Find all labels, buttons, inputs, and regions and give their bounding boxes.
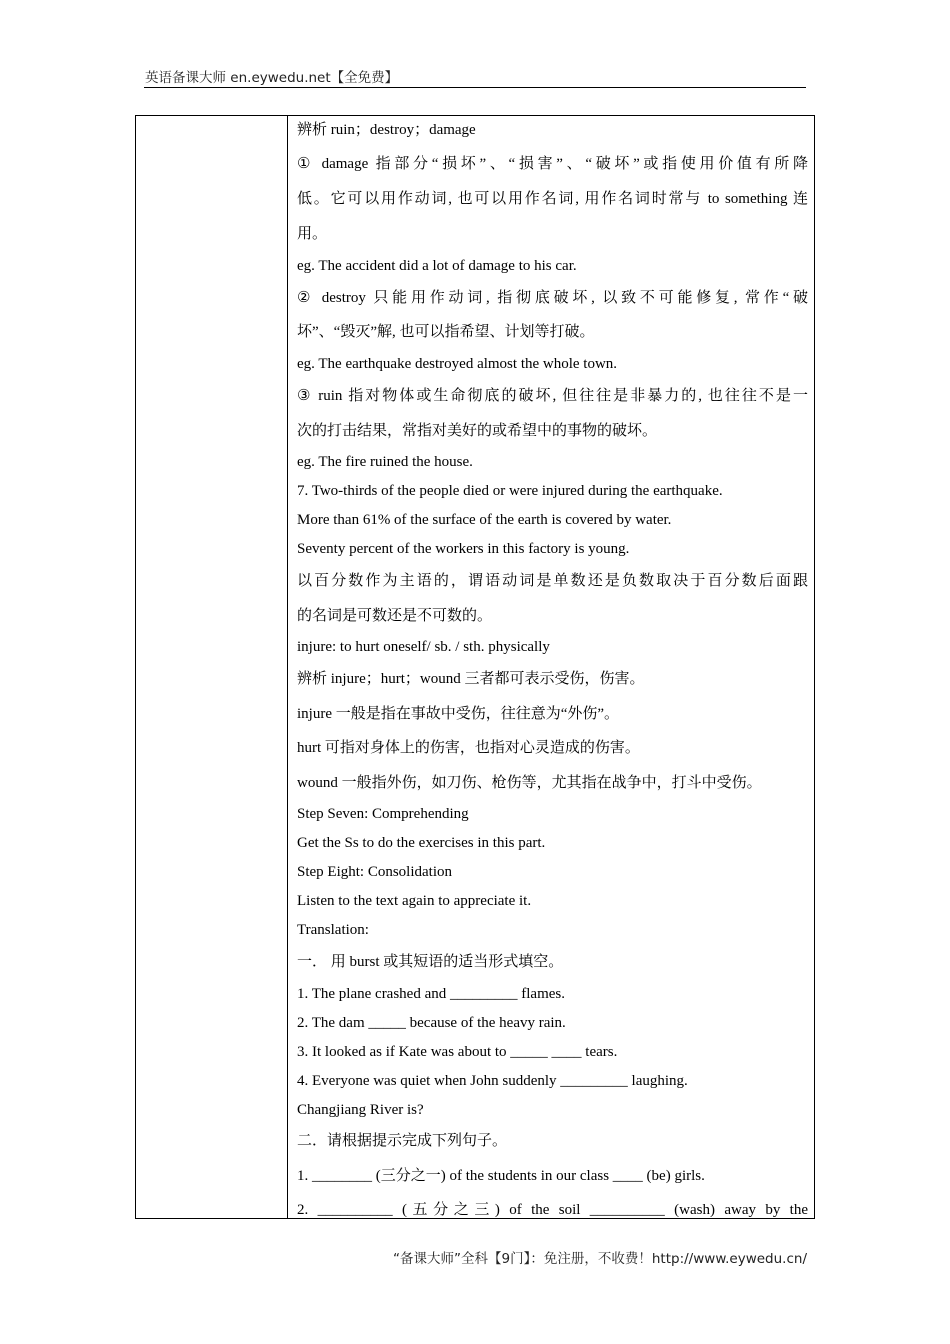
text-line: 7. Two-thirds of the people died or were injured during the earthquake. — [297, 483, 723, 499]
text-line: 次的打击结果，常指对美好的或希望中的事物的破坏。 — [297, 423, 658, 439]
text-line: wound 一般指外伤，如刀伤、枪伤等，尤其指在战争中，打斗中受伤。 — [297, 775, 762, 791]
footer-text: “备课大师”全科【9门】：免注册，不收费！http://www.eywedu.cn/ — [393, 1251, 807, 1267]
text-line: 2. __________ (五分之三) of the soil __________ (wash) away by the — [297, 1202, 808, 1218]
text-line: Seventy percent of the workers in this factory is young. — [297, 541, 630, 557]
text-line: Get the Ss to do the exercises in this part. — [297, 835, 546, 851]
text-line: ② destroy 只能用作动词, 指彻底破坏, 以致不可能修复, 常作“破 — [297, 290, 808, 306]
header-rule — [144, 87, 806, 88]
text-line: 1. ________ (三分之一) of the students in our class ____ (be) girls. — [297, 1168, 705, 1184]
text-line: hurt 可指对身体上的伤害，也指对心灵造成的伤害。 — [297, 740, 640, 756]
text-line: Listen to the text again to appreciate it. — [297, 893, 532, 909]
text-line: 低。它可以用作动词, 也可以用作名词, 用作名词时常与 to something 连 — [297, 191, 808, 207]
text-line: injure: to hurt oneself/ sb. / sth. physically — [297, 639, 550, 655]
text-line: Translation: — [297, 922, 369, 938]
text-line: 辨析 ruin；destroy；damage — [297, 122, 476, 138]
text-line: 的名词是可数还是不可数的。 — [297, 608, 493, 624]
text-line: Changjiang River is? — [297, 1102, 424, 1118]
text-line: eg. The earthquake destroyed almost the whole town. — [297, 356, 618, 372]
content-column-cell — [297, 116, 809, 1218]
text-line: 2. The dam _____ because of the heavy rain. — [297, 1015, 566, 1031]
text-line: Step Seven: Comprehending — [297, 806, 469, 822]
text-line: 4. Everyone was quiet when John suddenly _________ laughing. — [297, 1073, 688, 1089]
text-line: injure 一般是指在事故中受伤，往往意为“外伤”。 — [297, 706, 620, 722]
text-line: ③ ruin 指对物体或生命彻底的破坏, 但往往是非暴力的, 也往往不是一 — [297, 388, 808, 404]
text-line: 辨析 injure；hurt；wound 三者都可表示受伤，伤害。 — [297, 671, 645, 687]
lesson-table — [135, 115, 815, 1219]
text-line: 用。 — [297, 226, 328, 242]
text-line: More than 61% of the surface of the earth is covered by water. — [297, 512, 672, 528]
text-line: 坏”、“毁灭”解, 也可以指希望、计划等打破。 — [297, 324, 595, 340]
text-line: ① damage 指部分“损坏”、“损害”、“破坏”或指使用价值有所降 — [297, 156, 808, 172]
header-text: 英语备课大师 en.eywedu.net【全免费】 — [145, 70, 399, 86]
text-line: 二．请根据提示完成下列句子。 — [297, 1133, 508, 1149]
text-line: eg. The fire ruined the house. — [297, 454, 473, 470]
text-line: 1. The plane crashed and _________ flames. — [297, 986, 565, 1002]
text-line: 以百分数作为主语的，谓语动词是单数还是负数取决于百分数后面跟 — [297, 573, 808, 589]
left-column-cell — [136, 116, 288, 1218]
text-line: Step Eight: Consolidation — [297, 864, 453, 880]
text-line: 一． 用 burst 或其短语的适当形式填空。 — [297, 954, 564, 970]
text-line: 3. It looked as if Kate was about to _____ ____ tears. — [297, 1044, 618, 1060]
text-line: eg. The accident did a lot of damage to his car. — [297, 258, 577, 274]
